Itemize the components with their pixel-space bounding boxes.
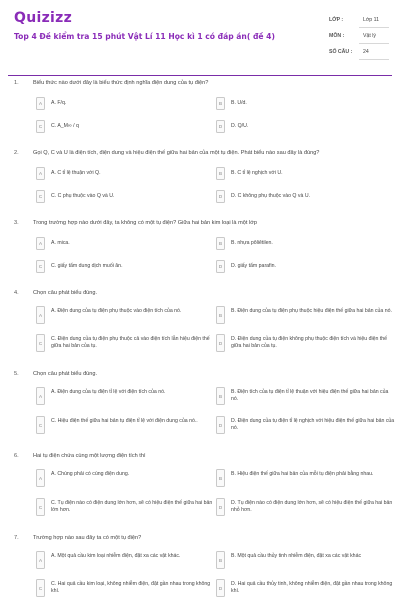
header-divider	[8, 75, 392, 76]
option-a[interactable]	[36, 551, 218, 569]
option-text: C. Tụ điện nào có điện dung lớn hơn, sẽ có hiệu điện thế giữa hai bản lớn hơn.	[51, 500, 213, 513]
option-c[interactable]	[36, 579, 218, 597]
meta-class-label: LỚP :	[329, 17, 344, 23]
question-text: Gọi Q, C và U là điện tích, điện dung và hiệu điện thế giữa hai bản của một tụ điện. Phát biểu nào sau đây là đúng?	[33, 150, 320, 156]
meta-class-value: Lớp 11	[363, 17, 379, 23]
option-b[interactable]	[216, 551, 398, 569]
option-letter: B	[216, 97, 225, 110]
option-d[interactable]	[216, 416, 398, 434]
option-c[interactable]	[36, 498, 218, 516]
option-text: C. giấy tẩm dung dịch muối ăn.	[51, 263, 123, 269]
option-c[interactable]	[36, 334, 218, 352]
option-text: A. Điện dung của tụ điện phụ thuộc vào điện tích của nó.	[51, 308, 182, 314]
option-a[interactable]	[36, 167, 218, 180]
option-text: D. Hai quả cầu thủy tinh, không nhiễm điện, đặt gần nhau trong không khí.	[231, 581, 393, 594]
meta-divider	[359, 59, 389, 60]
option-b[interactable]	[216, 306, 398, 324]
option-text: B. Một quả cầu thủy tinh nhiễm điện, đặt xa các vật khác	[231, 553, 362, 559]
option-letter: A	[36, 237, 45, 250]
option-d[interactable]	[216, 190, 398, 203]
question-number: 6.	[14, 453, 19, 459]
question-text: Biểu thức nào dưới đây là biểu thức định nghĩa điện dung của tụ điện?	[33, 80, 209, 86]
page-header	[0, 0, 400, 72]
option-b[interactable]	[216, 167, 398, 180]
quizizz-logo: Quizizz	[14, 10, 73, 26]
option-d[interactable]	[216, 579, 398, 597]
option-letter: A	[36, 387, 45, 405]
option-text: D. Điện dung của tụ điện không phụ thuộc điện tích và hiệu điện thế giữa hai bản của tụ.	[231, 336, 388, 349]
option-text: D. Q/U.	[231, 123, 249, 129]
option-letter: B	[216, 469, 225, 487]
option-text: A. Điện dung của tụ điện tỉ lệ với điện tích của nó.	[51, 389, 166, 395]
option-d[interactable]	[216, 260, 398, 273]
option-text: D. giấy tẩm parafin.	[231, 263, 276, 269]
question-text: Chọn câu phát biểu đúng.	[33, 371, 98, 377]
question-number: 1.	[14, 80, 19, 86]
option-b[interactable]	[216, 387, 398, 405]
option-letter: D	[216, 260, 225, 273]
option-letter: A	[36, 551, 45, 569]
option-text: A. F/q.	[51, 100, 67, 106]
option-text: C. A_M∞ / q	[51, 123, 79, 129]
question-text: Trong trường hợp nào dưới đây, ta không có một tụ điện? Giữa hai bản kim loại là một lớp	[33, 220, 257, 226]
option-letter: B	[216, 237, 225, 250]
option-c[interactable]	[36, 260, 218, 273]
meta-subject	[329, 29, 389, 45]
option-b[interactable]	[216, 237, 398, 250]
option-letter: D	[216, 416, 225, 434]
question-text: Hai tụ điện chứa cùng một lượng điện tích thì	[33, 453, 146, 459]
option-text: B. nhựa pôliêtilen.	[231, 240, 273, 246]
option-d[interactable]	[216, 334, 398, 352]
option-letter: D	[216, 120, 225, 133]
option-a[interactable]	[36, 237, 218, 250]
option-c[interactable]	[36, 190, 218, 203]
question-number: 7.	[14, 535, 19, 541]
question-number: 3.	[14, 220, 19, 226]
meta-count	[329, 45, 389, 61]
option-a[interactable]	[36, 306, 218, 324]
option-letter: B	[216, 551, 225, 569]
option-text: D. Tụ điện nào có điện dung lớn hơn, sẽ có hiệu điện thế giữa hai bản nhỏ hơn.	[231, 500, 393, 513]
question-number: 4.	[14, 290, 19, 296]
option-text: B. C tỉ lệ nghịch với U.	[231, 170, 283, 176]
option-letter: C	[36, 579, 45, 597]
option-letter: C	[36, 190, 45, 203]
option-b[interactable]	[216, 97, 398, 110]
meta-class	[329, 13, 389, 29]
option-c[interactable]	[36, 120, 218, 133]
option-letter: C	[36, 334, 45, 352]
option-letter: A	[36, 167, 45, 180]
meta-count-value: 24	[363, 49, 369, 55]
option-letter: C	[36, 260, 45, 273]
option-letter: D	[216, 498, 225, 516]
option-text: B. Điện tích của tụ điện tỉ lệ thuận với hiệu điện thế giữa hai bản của nó.	[231, 389, 389, 402]
option-letter: C	[36, 416, 45, 434]
option-letter: A	[36, 97, 45, 110]
question-number: 5.	[14, 371, 19, 377]
option-text: B. Điện dung của tụ điện phụ thuộc hiệu điện thế giữa hai bản của nó.	[231, 308, 392, 314]
option-letter: B	[216, 387, 225, 405]
question-number: 2.	[14, 150, 19, 156]
option-letter: D	[216, 334, 225, 352]
option-b[interactable]	[216, 469, 398, 487]
option-text: C. Điện dung của tụ điện phụ thuộc cả vào điện tích lẫn hiệu điện thế giữa hai bản của tụ.	[51, 336, 210, 349]
meta-subject-value: Vật lý	[363, 33, 376, 39]
option-letter: D	[216, 579, 225, 597]
question-text: Chọn câu phát biểu đúng.	[33, 290, 98, 296]
option-text: B. U/d.	[231, 100, 247, 106]
meta-count-label: SỐ CÂU :	[329, 49, 353, 55]
option-a[interactable]	[36, 469, 218, 487]
option-letter: A	[36, 306, 45, 324]
option-text: B. Hiệu điện thế giữa hai bản của mỗi tụ điện phải bằng nhau.	[231, 471, 374, 477]
option-letter: C	[36, 498, 45, 516]
option-c[interactable]	[36, 416, 218, 434]
meta-divider	[359, 43, 389, 44]
option-letter: B	[216, 306, 225, 324]
option-text: D. Điện dung của tụ điện tỉ lệ nghịch với hiệu điện thế giữa hai bản của nó.	[231, 418, 395, 431]
option-letter: A	[36, 469, 45, 487]
meta-subject-label: MÔN :	[329, 33, 345, 39]
option-text: A. mica.	[51, 240, 70, 246]
option-letter: C	[36, 120, 45, 133]
option-letter: B	[216, 167, 225, 180]
option-letter: D	[216, 190, 225, 203]
option-text: A. Một quả cầu kim loại nhiễm điện, đặt xa các vật khác.	[51, 553, 181, 559]
meta-divider	[359, 27, 389, 28]
option-d[interactable]	[216, 120, 398, 133]
option-text: C. Hai quả cầu kim loại, không nhiễm điện, đặt gần nhau trong không khí.	[51, 581, 211, 594]
option-text: C. C phụ thuộc vào Q và U.	[51, 193, 115, 199]
option-text: C. Hiệu điện thế giữa hai bản tụ điện tỉ lệ với điện dung của nó..	[51, 418, 198, 424]
option-text: A. C tỉ lệ thuận với Q.	[51, 170, 101, 176]
option-a[interactable]	[36, 387, 218, 405]
option-text: D. C không phụ thuộc vào Q và U.	[231, 193, 311, 199]
option-d[interactable]	[216, 498, 398, 516]
question-text: Trường hợp nào sau đây ta có một tụ điện?	[33, 535, 142, 541]
option-text: A. Chúng phải có cùng điện dung.	[51, 471, 130, 477]
option-a[interactable]	[36, 97, 218, 110]
worksheet-title: Top 4 Đề kiểm tra 15 phút Vật Lí 11 Học kì 1 có đáp án( đề 4)	[14, 32, 275, 41]
